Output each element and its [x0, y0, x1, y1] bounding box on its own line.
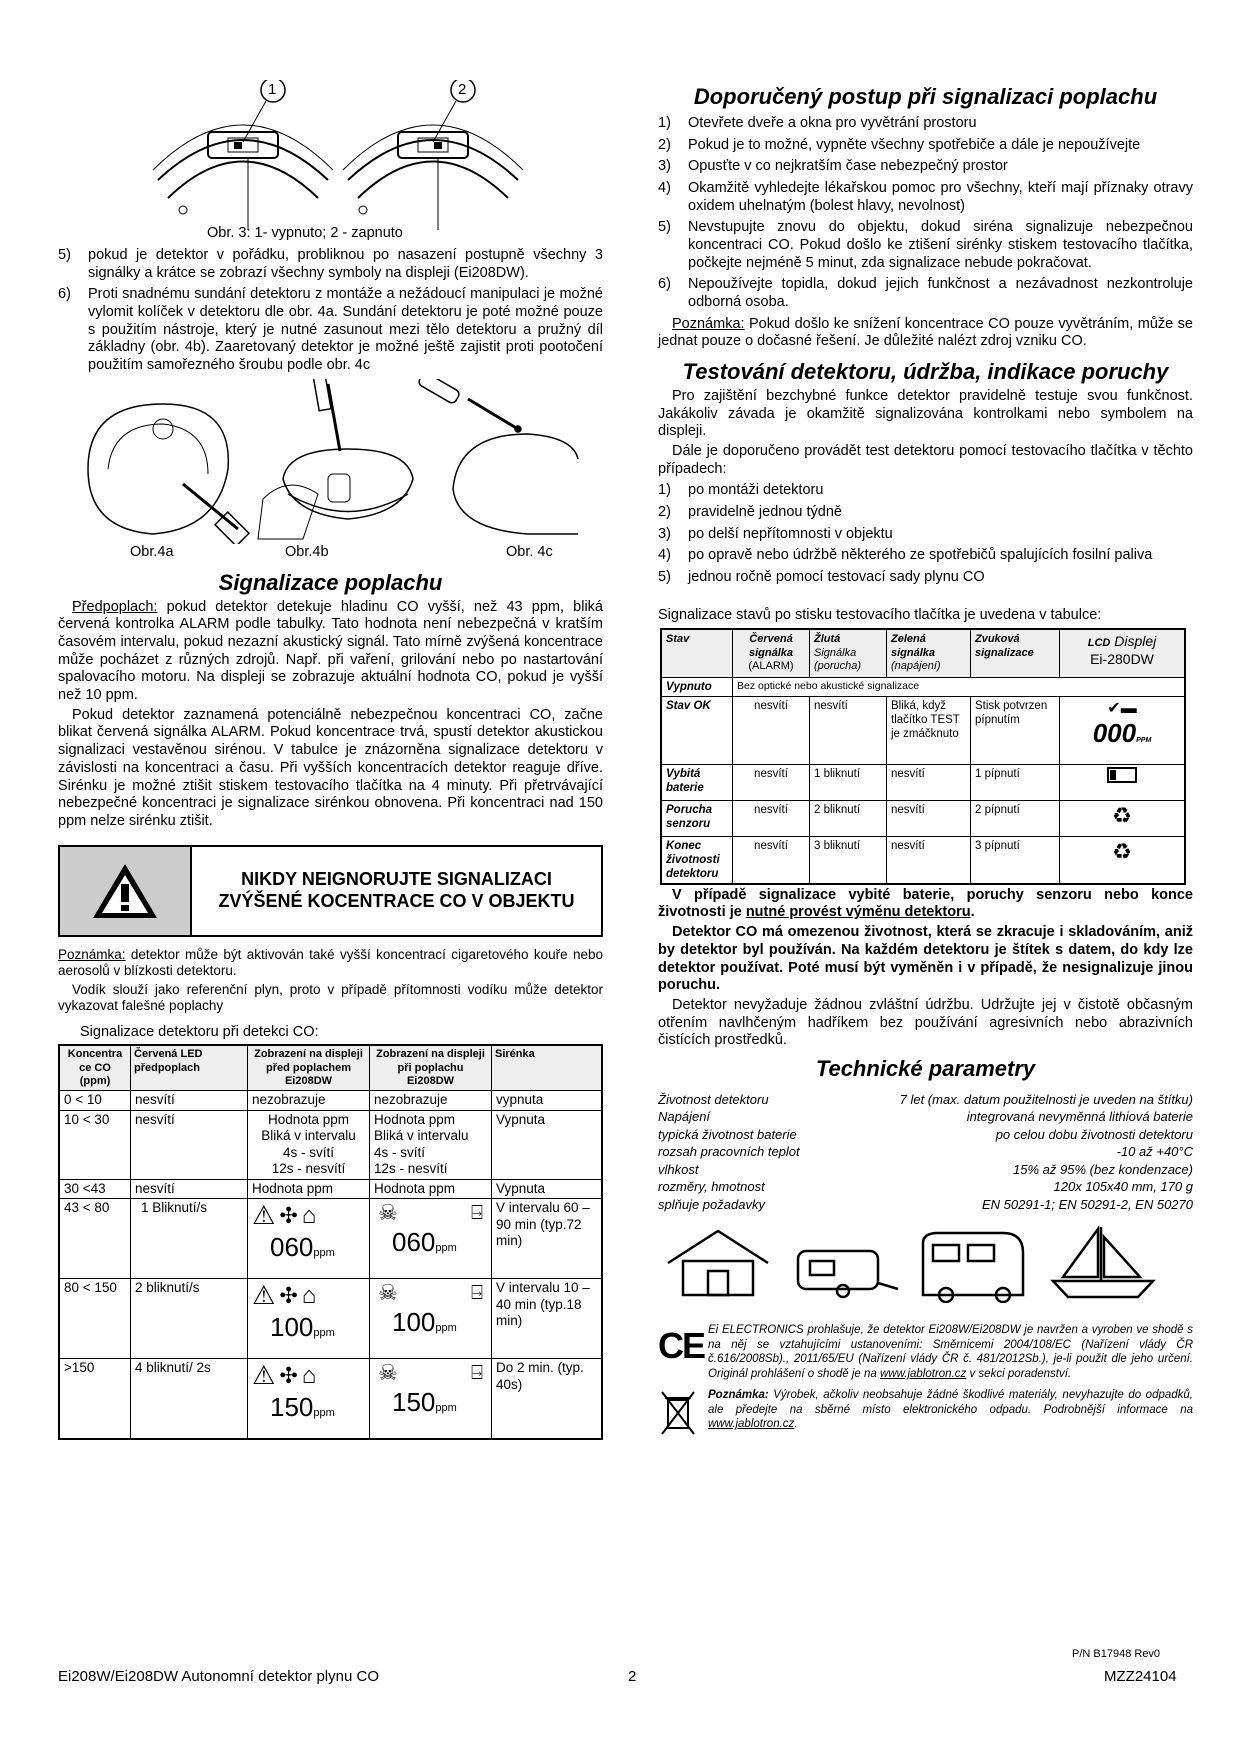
list-item: 4) po opravě nebo údržbě některého ze spotřebičů spalujících fosilní paliva	[658, 547, 1153, 564]
exit-icon: ⍈	[471, 1202, 483, 1225]
ce-mark: CE	[658, 1324, 705, 1366]
jablotron-link[interactable]: www.jablotron.cz	[708, 1418, 795, 1431]
figure-3	[58, 80, 603, 245]
section-title-tech: Technické parametry	[815, 1055, 1036, 1081]
skull-icon: ☠	[378, 1360, 398, 1386]
figure-label-2: 2	[458, 81, 467, 98]
table-row: Vybitá baterie nesvítí 1 bliknutí nesvítí 1 pípnutí	[661, 764, 1185, 800]
boat-icon	[1053, 1227, 1153, 1297]
ppm-value: 100	[270, 1311, 314, 1342]
jablotron-link[interactable]: www.jablotron.cz	[879, 1368, 967, 1381]
warning-text: NIKDY NEIGNORUJTE SIGNALIZACI ZVÝŠENÉ KOCENTRACE CO V OBJEKTU	[218, 868, 575, 911]
table-header: LCD Displej Ei-280DW	[1060, 629, 1186, 677]
warning-icon: ⚠	[252, 1360, 276, 1391]
list-item: 1) po montáži detektoru	[658, 482, 824, 499]
list-item: 5) jednou ročně pomocí testovací sady plynu CO	[658, 569, 985, 586]
table-header: Zelená signálka (napájení)	[887, 629, 971, 677]
figure-3-drawing	[58, 80, 603, 245]
note-paragraph: Poznámka: detektor může být aktivován také vyšší koncentrací cigaretového kouře nebo aerosolů v blízkosti detektoru.	[58, 946, 603, 979]
warning-box	[58, 845, 603, 937]
warning-icon: ⚠	[252, 1200, 276, 1231]
table-row: 30 <43 nesvítí Hodnota ppm Hodnota ppm Vypnuta	[59, 1179, 602, 1198]
list-item: rozsah pracovních teplot -10 až +40°C	[658, 1144, 1193, 1160]
list-item: 5) Nevstupujte znovu do objektu, dokud siréna signalizuje nebezpečnou koncentraci CO. Pokud došlo ke ztišení sirénky stiskem testovacího tlačítka, počkejte nejméně 5 minut, zda signalizace nebude pokračovat.	[658, 219, 1193, 271]
ce-declaration: CE Ei ELECTRONICS prohlašuje, že detektor Ei208W/Ei208DW je navržen a vyroben ve shodě s na něj se vztahujícími ustanoveními: Směrnicemi 2004/108/EC (Nařízení vlády ČR č.616/2008Sb)., 2011/65/EU (Nařízení vlády ČR č. 481/2012Sb.), je-li použit dle jeho určení. Originál prohlášení o shodě je na www.jablotron.cz v sekci poradenství.	[658, 1323, 1193, 1384]
right-column	[658, 80, 1193, 1443]
table-row: 0 < 10 nesvítí nezobrazuje nezobrazuje vypnuta	[59, 1091, 602, 1110]
caravan-icon	[798, 1251, 898, 1297]
testing-cases	[658, 482, 1193, 586]
page-number: 2	[628, 1668, 637, 1685]
figure-4a-caption: Obr.4a	[130, 543, 174, 560]
alarm-paragraph: Pokud detektor zaznamená potenciálně nebezpečnou koncentraci CO, začne blikat červená signálka ALARM. Pokud koncentrace trvá, spustí detektor akustickou signalizaci vestavěnou sirénou. V tabulce je znázorněna signalizace detektoru v závislosti na koncentraci a času. Při vyšších koncentracích detektor reaguje dříve. Sirénku je možné ztišit stiskem testovacího tlačítka na 4 minuty. Při přetrvávající nebezpečné koncentraci je signalizace sirénkou obnovena. Při koncentraci nad 150 ppm nelze sirénku ztišit.	[58, 706, 603, 829]
battery-icon	[1107, 767, 1137, 783]
table-header: Červená signálka (ALARM)	[733, 629, 810, 677]
table-header: Zobrazení na displeji při poplachu Ei208DW	[370, 1045, 492, 1091]
fan-icon: ✣	[279, 1282, 298, 1308]
table-header: Zobrazení na displeji před poplachem Ei208DW	[248, 1045, 370, 1091]
table2-caption: Signalizace stavů po stisku testovacího tlačítka je uvedena v tabulce:	[658, 606, 1102, 623]
warning-icon: ⚠	[252, 1280, 276, 1311]
list-item: 1) Otevřete dveře a okna pro vyvětrání prostoru	[658, 114, 977, 131]
table-header: Zvuková signalizace	[971, 629, 1060, 677]
ppm-value: 060	[270, 1231, 314, 1262]
list-item: Životnost detektoru 7 let (max. datum použitelnosti je uveden na štítku)	[658, 1091, 1193, 1107]
table-header: Žlutá Signálka (porucha)	[810, 629, 887, 677]
house-icon: ⌂	[301, 1362, 317, 1390]
lifetime-paragraph: Detektor CO má omezenou životnost, která se zkracuje i skladováním, aniž by detektor byl používán. Na každém detektoru je štítek s datem, do kdy lze detektor používat. Poté musí být vyměněn i v případě, že nesignalizuje jinou poruchu.	[658, 924, 1193, 994]
figure-4b-caption: Obr.4b	[285, 543, 329, 560]
list-item: 3) Opusťte v co nejkratším čase nebezpečný prostor	[658, 158, 1008, 175]
left-column	[58, 80, 603, 1440]
pre-alarm-paragraph: Předpoplach: pokud detektor detekuje hladinu CO vyšší, než 43 ppm, bliká červená kontrolka ALARM podle tabulky. Tato hodnota není nebezpečná v kratším časovém intervalu, pokud nezazní akustický signál. Tato mírně zvýšená koncentrace může pocházet z různých zdrojů. Např. při vaření, grilování nebo po nastartování spalovacího motoru. Na displeji se zobrazuje aktuální hodnota CO, pokud je vyšší než 10 ppm.	[58, 598, 603, 704]
exit-icon: ⍈	[471, 1362, 483, 1385]
figure-4-drawing	[58, 379, 603, 544]
procedure-note: Poznámka: Pokud došlo ke snížení koncentrace CO pouze vyvětráním, může se jednat pouze o dočasné řešení. Je důležité nalézt zdroj vzniku CO.	[658, 315, 1193, 350]
recycle-bin-icon: ♻	[1112, 838, 1132, 864]
document-code: MZZ24104	[1104, 1668, 1177, 1685]
list-item: vlhkost 15% až 95% (bez kondenzace)	[658, 1161, 1193, 1177]
table-header-row	[59, 1045, 602, 1091]
check-battery-icon: ✔▬	[1107, 699, 1137, 717]
table-row: Stav OK nesvítí nesvítí Bliká, když tlačítko TEST je zmáčknuto Stisk potvrzen pípnutím ✔▬ 000PPM	[661, 696, 1185, 764]
list-item: 6) Proti snadnému sundání detektoru z montáže a nežádoucí manipulaci je možné vylomit kolíček v detektoru dle obr. 4a. Sundání detektoru je poté možné pouze s použitím nástroje, který je nutné zasunout mezi tělo detektoru a pružný díl základny (obr. 4b). Zaaretovaný detektor je možné ještě zajistit proti pootočení použitím samořezného šroubu podle obr. 4c	[58, 286, 603, 374]
table-row: Konec životnosti detektoru nesvítí 3 bliknutí nesvítí 3 pípnutí ♻	[661, 836, 1185, 884]
table-header: Stav	[661, 629, 733, 677]
table-row: 43 < 80 1 Bliknutí/s ⚠ ✣ ⌂ 060ppm ☠ ⍈ 060ppm V intervalu 60 – 90 min (typ.72 min)	[59, 1199, 602, 1279]
ppm-value: 150	[392, 1387, 436, 1417]
table-header: Sirénka	[492, 1045, 603, 1091]
ppm-value: 100	[392, 1307, 436, 1337]
list-item: 2) Pokud je to možné, vypněte všechny spotřebiče a dále je nepoužívejte	[658, 136, 1141, 153]
crossed-bin-icon	[658, 1388, 698, 1438]
table-row: Vypnuto Bez optické nebo akustické signalizace	[661, 677, 1185, 696]
section-title-procedure: Doporučený postup při signalizaci poplachu	[693, 84, 1158, 109]
table-row: Porucha senzoru nesvítí 2 bliknutí nesvítí 2 pípnutí ♻	[661, 800, 1185, 836]
fan-icon: ✣	[279, 1362, 298, 1388]
list-item: typická životnost baterie po celou dobu životnosti detektoru	[658, 1126, 1193, 1142]
weee-note: Poznámka: Výrobek, ačkoliv neobsahuje žádné škodlivé materiály, nevyhazujte do odpadků, ale předejte na sběrné místo elektronického odpadu. Podrobnější informace na www.jablotron.cz.	[658, 1388, 1193, 1443]
list-item: 6) Nepoužívejte topidla, dokud jejich funkčnost a nezávadnost nezkontroluje odborná osoba.	[658, 276, 1193, 311]
figure-4	[58, 379, 603, 564]
exit-icon: ⍈	[471, 1282, 483, 1305]
part-number: P/N B17948 Rev0	[1072, 1648, 1161, 1660]
table-row: 80 < 150 2 bliknutí/s ⚠ ✣ ⌂ 100ppm ☠ ⍈ 100ppm V intervalu 10 – 40 min (typ.18 min)	[59, 1279, 602, 1359]
test-status-table	[660, 628, 1186, 884]
section-title-testing: Testování detektoru, údržba, indikace poruchy	[682, 359, 1169, 385]
lcd-value: 000	[1092, 718, 1137, 749]
table-row: >150 4 bliknutí/ 2s ⚠ ✣ ⌂ 150ppm ☠ ⍈ 150ppm Do 2 min. (typ. 40s)	[59, 1359, 602, 1439]
figure-label-1: 1	[268, 81, 277, 98]
warning-icon-cell	[60, 847, 192, 935]
warning-triangle-icon	[90, 861, 160, 921]
figure-4c-caption: Obr. 4c	[506, 543, 553, 560]
list-item: Napájení integrovaná nevyměnná lithiová baterie	[658, 1109, 1193, 1125]
table-header-row	[661, 629, 1185, 677]
skull-icon: ☠	[378, 1200, 398, 1226]
table-header: Červená LED předpoplach	[131, 1045, 248, 1091]
tech-params	[658, 1091, 1193, 1214]
recycle-bin-icon: ♻	[1112, 802, 1132, 828]
replacement-paragraph: V případě signalizace vybité baterie, poruchy senzoru nebo konce životnosti je nutné provést výměnu detektoru.	[658, 886, 1193, 921]
list-item: 5) pokud je detektor v pořádku, probliknou po nasazení postupně všechny 3 signálky a krátce se zobrazí všechny symboly na displeji (Ei208DW).	[58, 247, 603, 281]
list-item: 2) pravidelně jednou týdně	[658, 504, 842, 521]
skull-icon: ☠	[378, 1280, 398, 1306]
mounting-steps	[58, 247, 603, 375]
testing-paragraph-1: Pro zajištění bezchybné funkce detektor pravidelně testuje svou funkčnost. Jakákoliv závada je okamžitě signalizována kontrolkami nebo symbolem na displeji.	[658, 387, 1193, 440]
house-icon: ⌂	[301, 1282, 317, 1310]
hydrogen-note: Vodík slouží jako referenční plyn, proto v případě přítomnosti vodíku může detektor vykazovat falešné poplachy	[58, 981, 603, 1013]
list-item: rozměry, hmotnost 120x 105x40 mm, 170 g	[658, 1179, 1193, 1195]
footer-title: Ei208W/Ei208DW Autonomní detektor plynu CO	[58, 1668, 379, 1685]
list-item: splňuje požadavky EN 50291-1; EN 50291-2, EN 50270	[658, 1196, 1193, 1212]
table-caption: Signalizace detektoru při detekci CO:	[80, 1024, 319, 1041]
co-signal-table	[58, 1044, 603, 1440]
house-icon: ⌂	[301, 1202, 317, 1230]
table-header: Koncentra ce CO (ppm)	[59, 1045, 131, 1091]
ppm-value: 150	[270, 1391, 314, 1422]
section-title-alarm: Signalizace poplachu	[218, 569, 443, 595]
procedure-steps	[658, 115, 1193, 312]
fan-icon: ✣	[279, 1202, 298, 1228]
figure-3-caption: Obr. 3: 1- vypnuto; 2 - zapnuto	[207, 225, 403, 241]
ppm-value: 060	[392, 1227, 436, 1257]
camper-icon	[923, 1233, 1023, 1302]
application-icons	[658, 1223, 1193, 1303]
list-item: 4) Okamžitě vyhledejte lékařskou pomoc pro všechny, kteří mají příznaky otravy oxidem uhelnatým (bolest hlavy, nevolnost)	[658, 179, 1193, 214]
table-row: 10 < 30 nesvítí Hodnota ppm Bliká v intervalu 4s - svítí 12s - nesvítí Hodnota ppm Bliká v intervalu 4s - svítí 12s - nesvítí Vypnuta	[59, 1110, 602, 1179]
maintenance-paragraph: Detektor nevyžaduje žádnou zvláštní údržbu. Udržujte jej v čistotě občasným otřením navlhčeným hadříkem bez používání agresivních nebo abrazivních čistících prostředků.	[658, 996, 1193, 1049]
list-item: 3) po delší nepřítomnosti v objektu	[658, 525, 893, 542]
testing-paragraph-2: Dále je doporučeno provádět test detektoru pomocí testovacího tlačítka v těchto případech:	[658, 442, 1193, 477]
house-icon	[668, 1231, 768, 1295]
